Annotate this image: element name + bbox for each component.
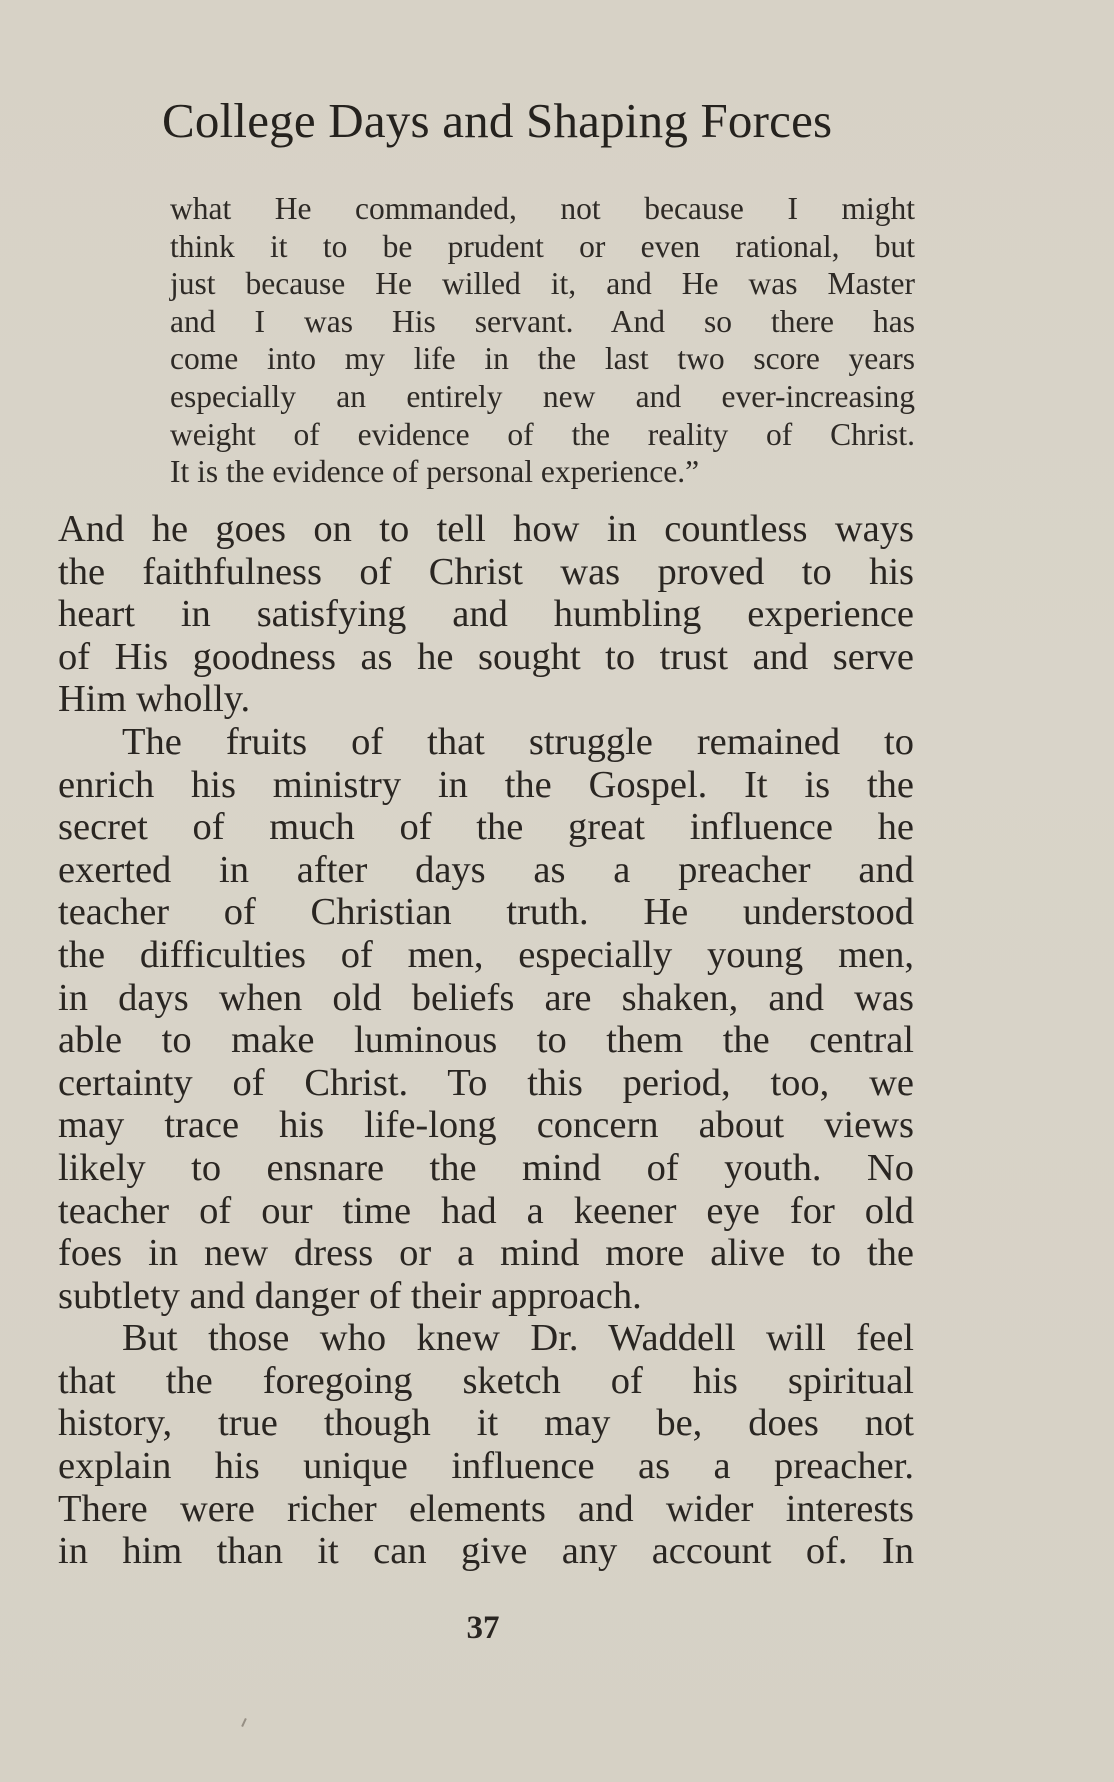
- page-number: 37: [466, 1610, 500, 1646]
- body-line: subtlety and danger of their approach.: [58, 1274, 642, 1317]
- quote-line: especially an entirely new and ever-increasing: [170, 378, 915, 414]
- body-line: the difficulties of men, especially young men,: [58, 933, 914, 976]
- body-line: secret of much of the great influence he: [58, 806, 914, 849]
- body-line: explain his unique influence as a preacher.: [58, 1445, 914, 1488]
- body-line: history, true though it may be, does not: [58, 1402, 914, 1445]
- body-line: in him than it can give any account of. In: [58, 1530, 914, 1573]
- quote-line: and I was His servant. And so there has: [170, 303, 915, 339]
- body-text: [58, 508, 914, 1573]
- paragraph: [58, 508, 914, 721]
- body-line: certainty of Christ. To this period, too, we: [58, 1061, 914, 1104]
- paragraph: [58, 1317, 914, 1573]
- body-line: teacher of our time had a keener eye for old: [58, 1189, 914, 1232]
- body-line: teacher of Christian truth. He understood: [58, 891, 914, 934]
- body-line: able to make luminous to them the central: [58, 1019, 914, 1062]
- paragraph: [58, 721, 914, 1317]
- paper-speck: [241, 1718, 247, 1727]
- running-head: College Days and Shaping Forces: [162, 93, 833, 148]
- body-line: heart in satisfying and humbling experience: [58, 593, 914, 636]
- quote-line: just because He willed it, and He was Master: [170, 266, 915, 302]
- quote-line: come into my life in the last two score years: [170, 341, 915, 377]
- body-line: of His goodness as he sought to trust and serve: [58, 635, 914, 678]
- body-line: exerted in after days as a preacher and: [58, 848, 914, 891]
- quote-line: It is the evidence of personal experience.”: [170, 454, 700, 490]
- body-line: may trace his life-long concern about views: [58, 1104, 914, 1147]
- quote-line: weight of evidence of the reality of Christ.: [170, 416, 915, 452]
- body-line: in days when old beliefs are shaken, and was: [58, 976, 914, 1019]
- body-line: foes in new dress or a mind more alive to the: [58, 1232, 914, 1275]
- body-line: likely to ensnare the mind of youth. No: [58, 1146, 914, 1189]
- quote-line: what He commanded, not because I might: [170, 191, 915, 226]
- body-line: Him wholly.: [58, 678, 251, 721]
- block-quote: [170, 190, 915, 491]
- body-line: the faithfulness of Christ was proved to his: [58, 550, 914, 593]
- body-line: But those who knew Dr. Waddell will feel: [122, 1317, 914, 1360]
- body-line: that the foregoing sketch of his spiritual: [58, 1359, 914, 1402]
- body-line: And he goes on to tell how in countless ways: [58, 508, 914, 550]
- body-line: The fruits of that struggle remained to: [122, 720, 914, 763]
- quote-line: think it to be prudent or even rational, but: [170, 228, 915, 264]
- body-line: There were richer elements and wider interests: [58, 1487, 914, 1530]
- body-line: enrich his ministry in the Gospel. It is the: [58, 763, 914, 806]
